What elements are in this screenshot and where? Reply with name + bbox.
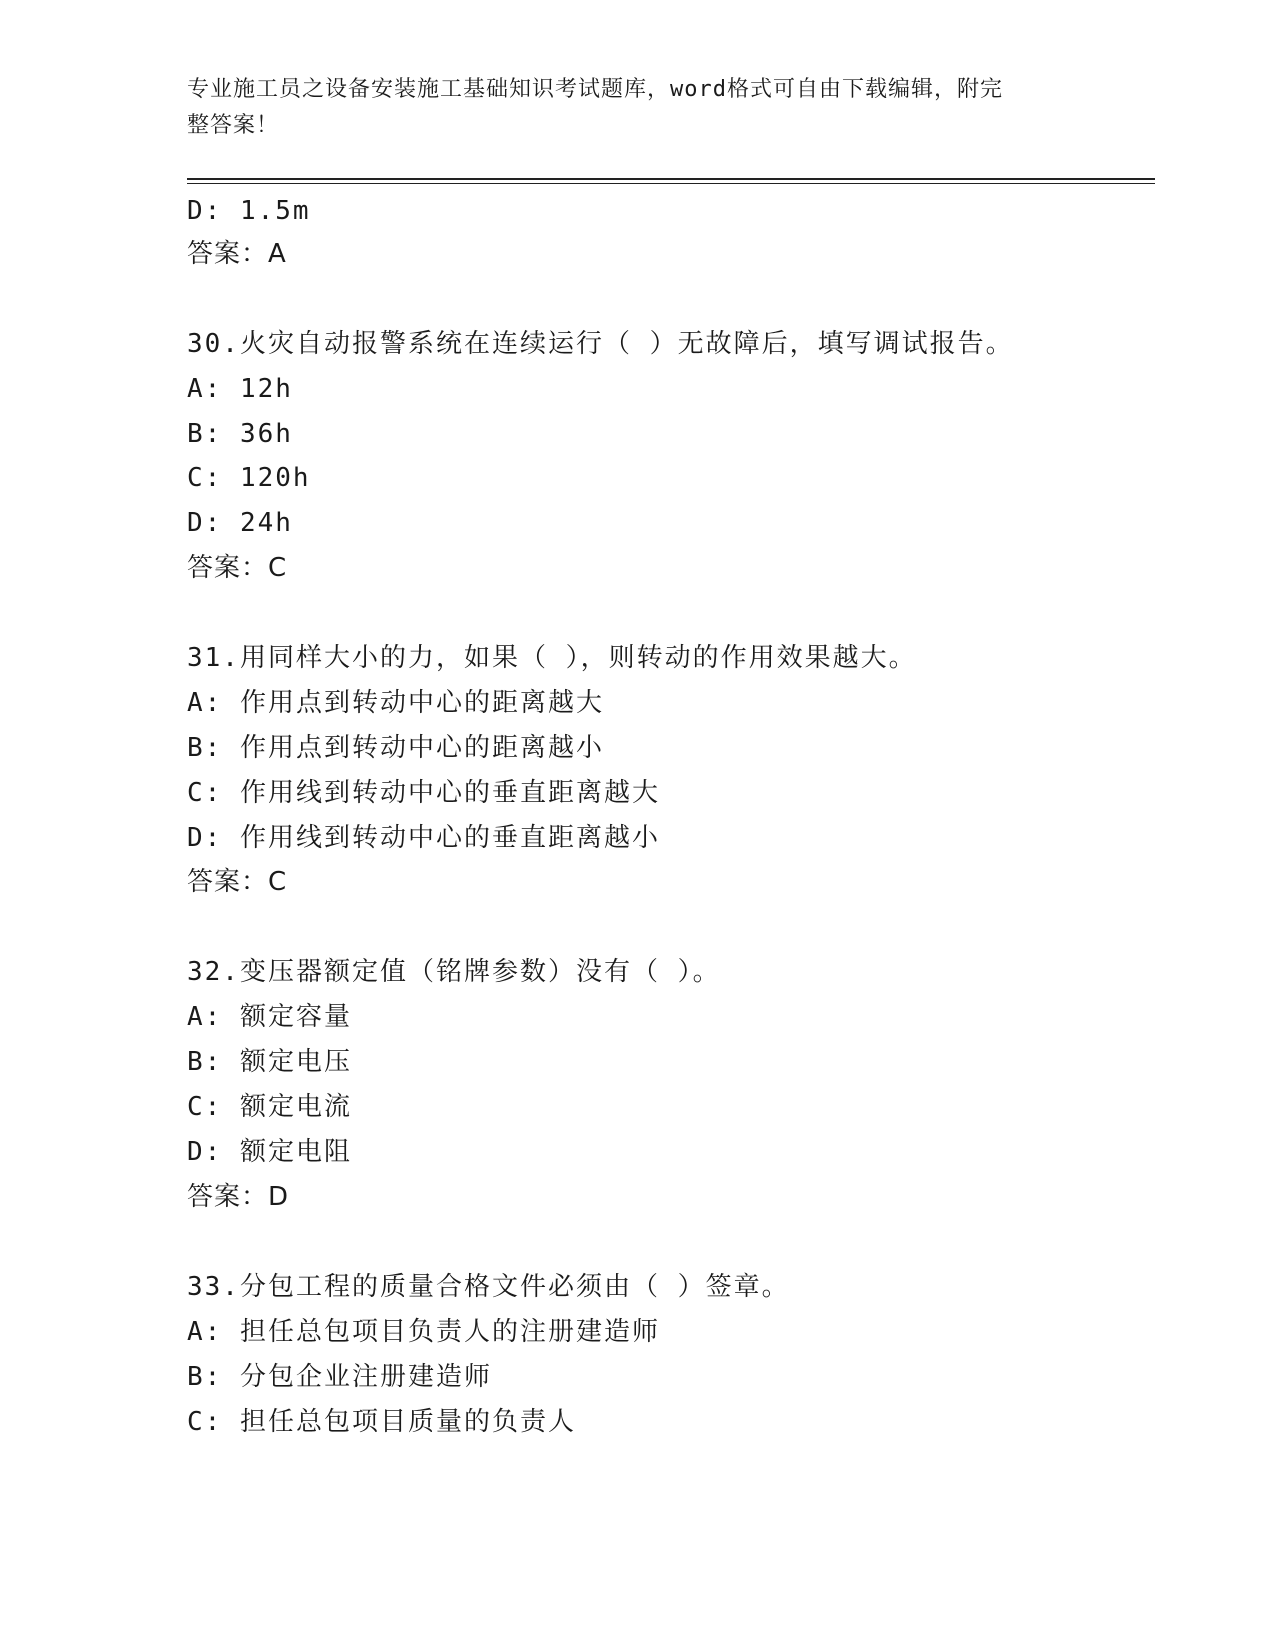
header-divider-thick xyxy=(187,178,1155,180)
option-b: B: 作用点到转动中心的距离越小 xyxy=(187,733,604,763)
document-header xyxy=(187,72,1067,144)
question-stem: 32.变压器额定值（铭牌参数）没有（ ）。 xyxy=(187,957,721,987)
option-b: B: 分包企业注册建造师 xyxy=(187,1362,492,1392)
question-stem: 33.分包工程的质量合格文件必须由（ ）签章。 xyxy=(187,1272,790,1302)
option-a: A: 额定容量 xyxy=(187,1002,352,1032)
option-b: B: 额定电压 xyxy=(187,1047,352,1077)
header-line-2: 整答案！ xyxy=(187,113,280,138)
option-a: A: 作用点到转动中心的距离越大 xyxy=(187,688,604,718)
option-a: A: 担任总包项目负责人的注册建造师 xyxy=(187,1317,660,1347)
option-d: D: 作用线到转动中心的垂直距离越小 xyxy=(187,823,660,853)
option-c: C: 作用线到转动中心的垂直距离越大 xyxy=(187,778,660,808)
option-b: B: 36h xyxy=(187,419,293,449)
question-stem: 30.火灾自动报警系统在连续运行（ ）无故障后，填写调试报告。 xyxy=(187,329,1014,359)
header-divider-thin xyxy=(187,183,1155,184)
option-c: C: 担任总包项目质量的负责人 xyxy=(187,1407,576,1437)
option-c: C: 120h xyxy=(187,463,311,493)
answer: 答案：D xyxy=(187,1182,290,1212)
option-d: D: 额定电阻 xyxy=(187,1137,352,1167)
answer: 答案：A xyxy=(187,239,287,269)
answer: 答案：C xyxy=(187,553,288,583)
header-line-1: 专业施工员之设备安装施工基础知识考试题库，word格式可自由下载编辑，附完 xyxy=(187,77,1003,102)
option-d: D: 1.5m xyxy=(187,196,311,226)
option-d: D: 24h xyxy=(187,508,293,538)
option-c: C: 额定电流 xyxy=(187,1092,352,1122)
question-stem: 31.用同样大小的力，如果（ ），则转动的作用效果越大。 xyxy=(187,643,917,673)
option-a: A: 12h xyxy=(187,374,293,404)
answer: 答案：C xyxy=(187,867,288,897)
